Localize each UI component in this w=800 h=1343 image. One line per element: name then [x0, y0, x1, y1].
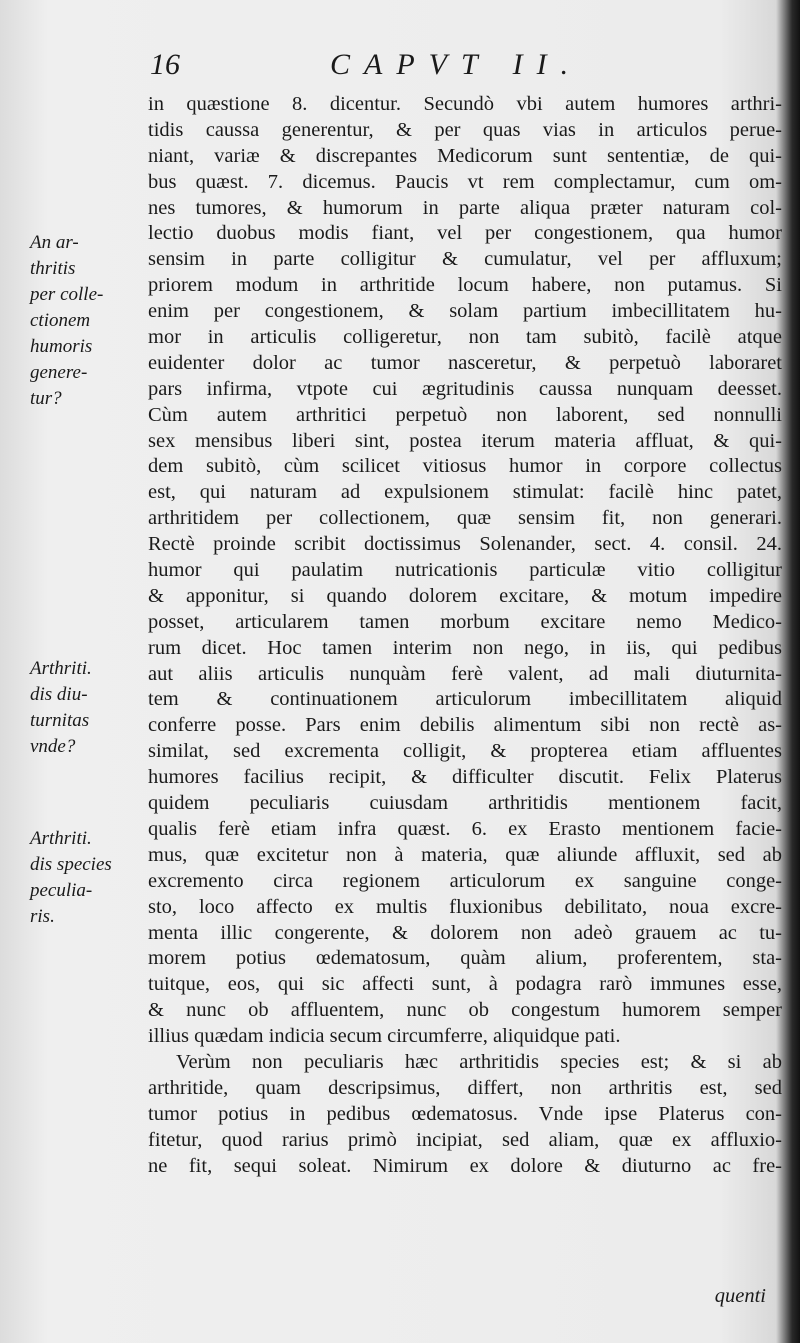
text-line: aut aliis articulis nunquàm ferè valent, ad mali diuturnita- — [148, 662, 782, 685]
text-line: conferre posse. Pars enim debilis alimentum sibi non rectè as- — [148, 714, 782, 737]
text-line: tuitque, eos, qui sic affecti sunt, à podagra rarò immunes esse, — [148, 973, 782, 996]
text-line: enim per congestionem, & solam partium imbecillitatem hu- — [148, 300, 782, 323]
text-line: menta illic congerente, & dolorem non adeò grauem ac tu- — [148, 921, 782, 944]
text-line: bus quæst. 7. dicemus. Paucis vt rem complectamur, cum om- — [148, 170, 782, 193]
text-line: tumor potius in pedibus œdematosus. Vnde ipse Platerus con- — [148, 1102, 782, 1125]
text-line: humores facilius recipit, & difficulter discutit. Felix Platerus — [148, 766, 782, 789]
text-line: morem potius œdematosum, quàm alium, proferentem, sta- — [148, 947, 782, 970]
margin-note-line: per colle- — [30, 284, 104, 305]
margin-note-line: dis diu- — [30, 684, 88, 705]
margin-note-line: An ar- — [30, 232, 79, 253]
text-line: ne fit, sequi soleat. Nimirum ex dolore & diuturno ac fre- — [148, 1154, 782, 1177]
text-line: Cùm autem arthritici perpetuò non laborent, sed nonnulli — [148, 403, 782, 426]
text-line: similat, sed excrementa colligit, & propterea etiam affluentes — [148, 740, 782, 763]
text-line: sensim in parte colligitur & cumulatur, vel per affluxum; — [148, 248, 782, 271]
margin-note-duration — [30, 656, 148, 760]
margin-note-line: thritis — [30, 258, 76, 279]
text-line: fitetur, quod rarius primò incipiat, sed aliam, quæ ex affluxio- — [148, 1128, 782, 1151]
text-line: illius quædam indicia secum circumferre, aliquidque pati. — [148, 1025, 621, 1048]
margin-note-line: Arthriti. — [30, 658, 92, 679]
margin-note-line: vnde? — [30, 736, 76, 757]
page-number: 16 — [150, 48, 180, 81]
margin-note-line: dis species — [30, 854, 112, 875]
text-line: excremento circa regionem articulorum ex sanguine conge- — [148, 869, 782, 892]
text-line: sex mensibus liberi sint, postea iterum materia affluat, & qui- — [148, 429, 782, 452]
text-line: nes tumores, & humorum in parte aliqua præter naturam col- — [148, 196, 782, 219]
text-line: priorem modum in arthritide locum habere, non putamus. Si — [148, 274, 782, 297]
text-line: niant, variæ & discrepantes Medicorum sunt sententiæ, de qui- — [148, 144, 782, 167]
margin-note-line: ris. — [30, 906, 55, 927]
text-line: & apponitur, si quando dolorem excitare, & motum impedire — [148, 584, 782, 607]
margin-note-line: humoris — [30, 336, 93, 357]
text-line: rum dicet. Hoc tamen interim non nego, in iis, qui pedibus — [148, 636, 782, 659]
text-line: posset, articularem tamen morbum excitare nemo Medico- — [148, 610, 782, 633]
margin-note-collection — [30, 230, 148, 412]
margin-note-line: tur? — [30, 388, 62, 409]
text-line: humor qui paulatim nutricationis particulæ vitio colligitur — [148, 559, 782, 582]
margin-note-species — [30, 826, 148, 930]
text-line: euidenter dolor ac tumor nasceretur, & perpetuò laboraret — [148, 351, 782, 374]
text-line: pars infirma, vtpote cui ægritudinis caussa nunquam deesset. — [148, 377, 782, 400]
margin-note-line: ctionem — [30, 310, 91, 331]
text-line: arthritidem per collectionem, quæ sensim fit, non generari. — [148, 507, 782, 530]
margin-note-line: Arthriti. — [30, 828, 92, 849]
catchword: quenti — [714, 1285, 766, 1307]
text-line: in quæstione 8. dicentur. Secundò vbi autem humores arthri- — [148, 93, 782, 115]
text-line: sto, loco affecto ex multis fluxionibus debilitato, noua excre- — [148, 895, 782, 918]
text-line: dem subitò, cùm scilicet vitiosus humor in corpore collectus — [148, 455, 782, 478]
margin-note-line: genere- — [30, 362, 88, 383]
text-line: arthritide, quam descripsimus, differt, non arthritis est, sed — [148, 1076, 782, 1099]
text-line: qualis ferè etiam infra quæst. 6. ex Erasto mentionem facie- — [148, 817, 782, 840]
page-header — [140, 48, 780, 88]
text-line: & nunc ob affluentem, nunc ob congestum humorem semper — [148, 999, 782, 1022]
text-line: mor in articulis colligeretur, non tam subitò, facilè atque — [148, 326, 782, 349]
text-line: Rectè proinde scribit doctissimus Solenander, sect. 4. consil. 24. — [148, 533, 782, 556]
margin-note-line: peculia- — [30, 880, 93, 901]
text-line: tem & continuationem articulorum imbecillitatem aliquid — [148, 688, 782, 711]
text-line: tidis caussa generentur, & per quas vias in articulos perue- — [148, 118, 782, 141]
text-line: Verùm non peculiaris hæc arthritidis species est; & si ab — [176, 1050, 782, 1073]
text-line: lectio duobus modis fiant, vel per congestionem, qua humor — [148, 222, 782, 245]
running-head: CAPVT II. — [330, 48, 583, 81]
text-line: est, qui naturam ad expulsionem stimulat: facilè hinc patet, — [148, 481, 782, 504]
body-text — [148, 92, 782, 1179]
margin-note-line: turnitas — [30, 710, 90, 731]
text-line: mus, quæ excitetur non à materia, quæ aliunde affluxit, sed ab — [148, 843, 782, 866]
text-line: quidem peculiaris cuiusdam arthritidis mentionem facit, — [148, 792, 782, 815]
